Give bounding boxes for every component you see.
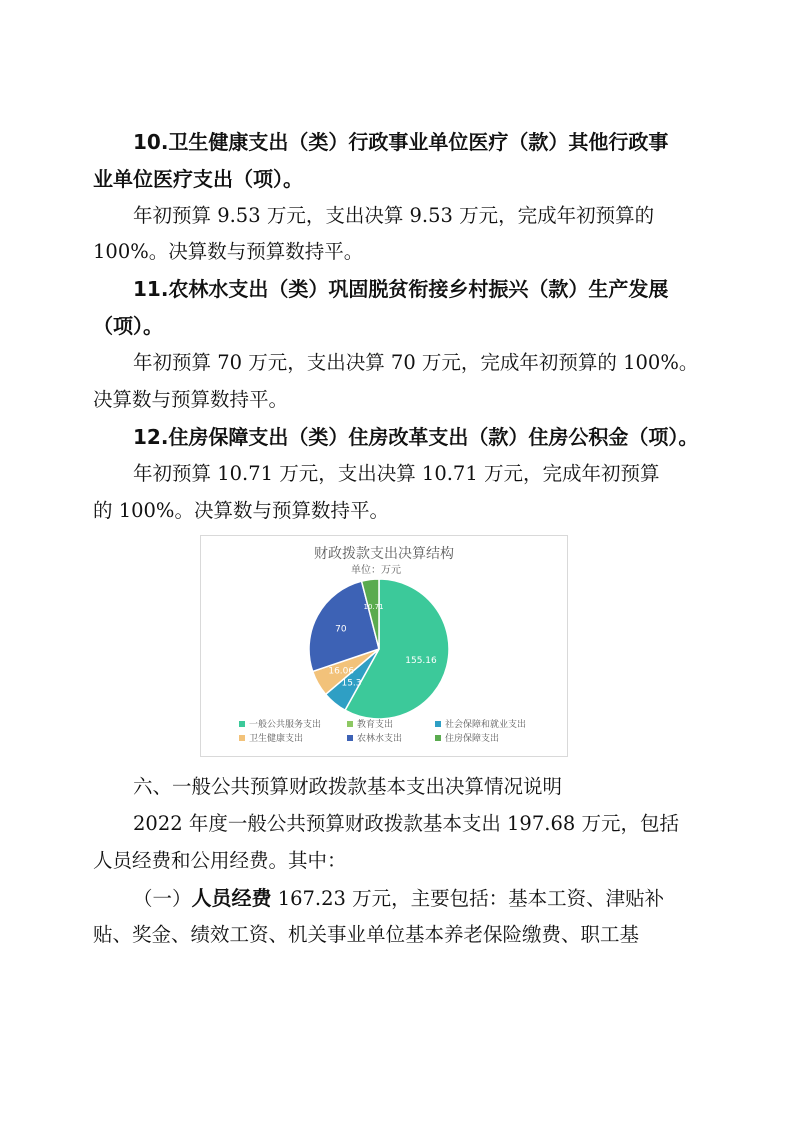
legend-label-0: 一般公共服务支出	[249, 720, 322, 730]
item-prefix: （一）	[133, 887, 192, 910]
section-6-item-1-line2: 贴、奖金、绩效工资、机关事业单位基本养老保险缴费、职工基	[93, 923, 640, 946]
legend-label-3: 卫生健康支出	[249, 734, 304, 744]
legend-label-4: 农林水支出	[357, 734, 403, 744]
legend-swatch-0	[239, 721, 245, 727]
section-6-title: 六、一般公共预算财政拨款基本支出决算情况说明	[133, 775, 563, 798]
heading-10-line2: 业单位医疗支出（项）。	[93, 167, 303, 191]
paragraph-10-line1: 年初预算 9.53 万元，支出决算 9.53 万元，完成年初预算的	[133, 204, 655, 227]
paragraph-10-line2: 100%。决算数与预算数持平。	[93, 240, 364, 263]
pie-data-label-3: 16.06	[328, 666, 355, 677]
heading-11-line1: 11.农林水支出（类）巩固脱贫衔接乡村振兴（款）生产发展	[133, 277, 669, 301]
heading-12-line1: 12.住房保障支出（类）住房改革支出（款）住房公积金（项）。	[133, 425, 699, 449]
paragraph-11-line2: 决算数与预算数持平。	[93, 388, 289, 411]
pie-slices	[309, 579, 449, 719]
chart-subtitle: 单位：万元	[351, 565, 401, 576]
pie-data-label-0: 155.16	[405, 655, 437, 666]
paragraph-12-line2: 的 100%。决算数与预算数持平。	[93, 499, 389, 522]
legend-swatch-4	[347, 735, 353, 741]
pie-data-label-2: 15.3	[341, 678, 362, 689]
section-6-item-1-line1	[133, 884, 664, 913]
section-6-paragraph-line1: 2022 年度一般公共预算财政拨款基本支出 197.68 万元，包括	[133, 812, 679, 835]
section-6-paragraph-line2: 人员经费和公用经费。其中：	[93, 849, 347, 872]
legend-swatch-2	[435, 721, 441, 727]
pie-data-label-4: 70	[335, 624, 347, 635]
legend-swatch-5	[435, 735, 441, 741]
paragraph-11-line1: 年初预算 70 万元，支出决算 70 万元，完成年初预算的 100%。	[133, 351, 699, 374]
chart-legend	[239, 718, 526, 744]
legend-swatch-1	[347, 721, 353, 727]
legend-label-2: 社会保障和就业支出	[445, 720, 527, 730]
pie-data-label-5: 10.71	[363, 602, 384, 611]
heading-10-line1: 10.卫生健康支出（类）行政事业单位医疗（款）其他行政事	[133, 130, 669, 154]
pie-chart	[201, 536, 567, 756]
item-rest: 167.23 万元，主要包括：基本工资、津贴补	[271, 887, 665, 910]
legend-label-1: 教育支出	[357, 720, 394, 730]
legend-swatch-3	[239, 735, 245, 741]
chart-title: 财政拨款支出决算结构	[314, 546, 454, 562]
item-bold-term: 人员经费	[191, 886, 272, 910]
legend-label-5: 住房保障支出	[445, 734, 500, 744]
heading-11-line2: （项）。	[93, 314, 163, 338]
paragraph-12-line1: 年初预算 10.71 万元，支出决算 10.71 万元，完成年初预算	[133, 462, 660, 485]
pie-chart-container	[200, 535, 568, 757]
